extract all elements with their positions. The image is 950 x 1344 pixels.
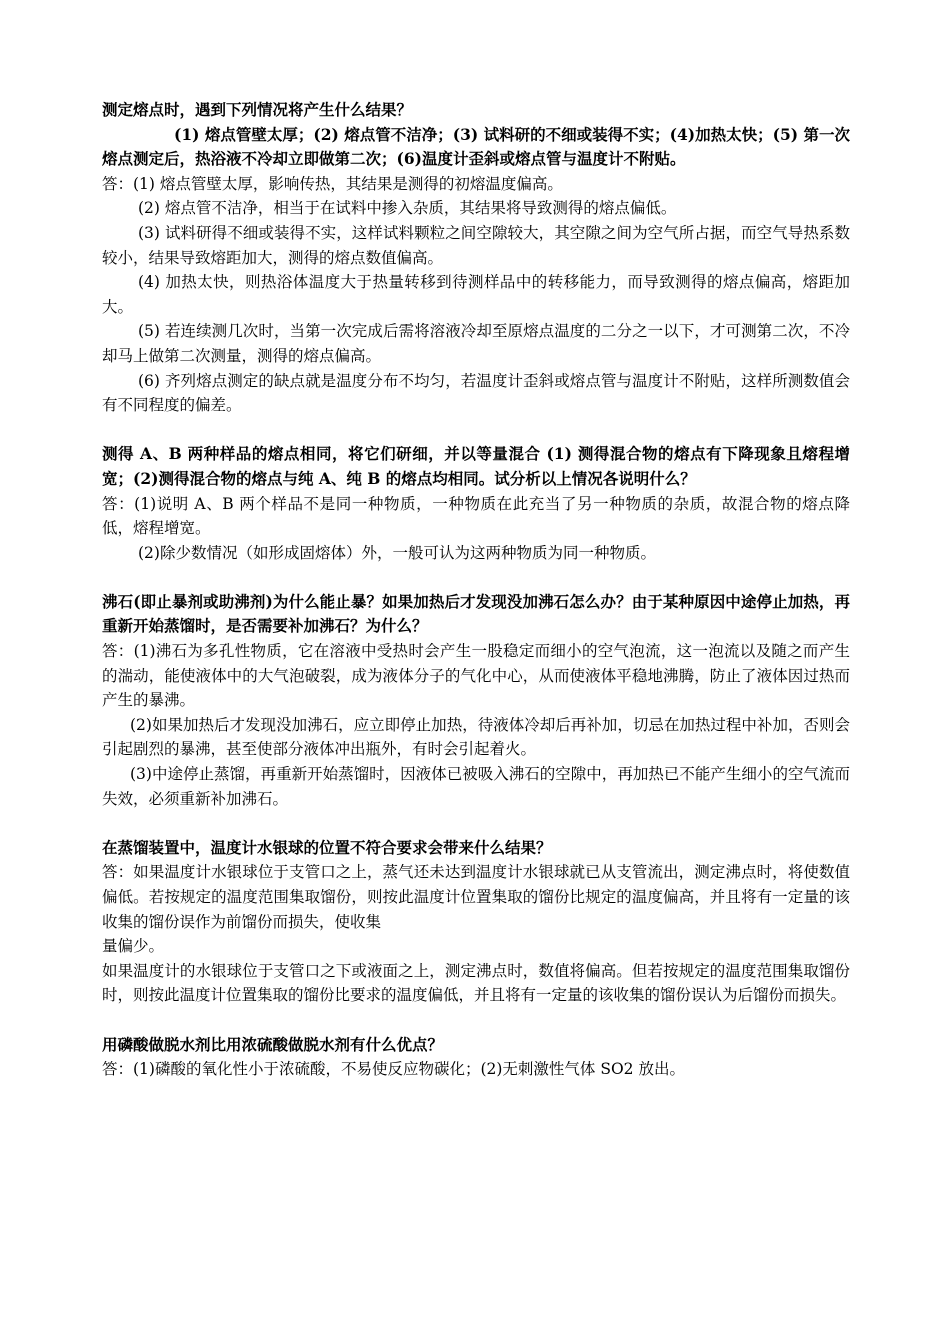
answer-1-item-5: (5) 若连续测几次时，当第一次完成后需将溶液冷却至原熔点温度的二分之一以下，才可测第二次，不冷却马上做第二次测量，测得的熔点偏高。 [102, 322, 850, 365]
answer-1-item-6: (6) 齐列熔点测定的缺点就是温度分布不均匀，若温度计歪斜或熔点管与温度计不附贴，这样所测数值会有不同程度的偏差。 [102, 371, 850, 415]
answer-4-item-1: 答：如果温度计水银球位于支管口之上，蒸气还未达到温度计水银球就已从支管流出，测定沸点时，将使数值偏低。若按规定的温度范围集取馏份，则按此温度计位置集取的馏份比规定的温度偏高，并且将有一定量的该收集的馏份误作为前馏份而损失，使收集 [102, 863, 850, 931]
answer-1-item-3: (3) 试料研得不细或装得不实，这样试料颗粒之间空隙较大，其空隙之间为空气所占据，而空气导热系数较小，结果导致熔距加大，测得的熔点数值偏高。 [102, 223, 850, 267]
answer-5-item-1: 答：(1)磷酸的氧化性小于浓硫酸，不易使反应物碳化；(2)无刺激性气体 SO2 放出。 [102, 1060, 685, 1079]
answer-4-item-2: 如果温度计的水银球位于支管口之下或液面之上，测定沸点时，数值将偏高。但若按规定的温度范围集取馏份时，则按此温度计位置集取的馏份比要求的温度偏低，并且将有一定量的该收集的馏份误认为后馏份而损失。 [102, 961, 850, 1005]
answer-2-item-1: 答：(1)说明 A、B 两个样品不是同一种物质，一种物质在此充当了另一种物质的杂质，故混合物的熔点降低，熔程增宽。 [102, 494, 850, 538]
section-gap [102, 565, 850, 590]
section-gap [102, 1008, 850, 1033]
section-gap [102, 418, 850, 443]
answer-4-item-1-cont: 量偏少。 [102, 937, 165, 956]
question-5: 用磷酸做脱水剂比用浓硫酸做脱水剂有什么优点？ [102, 1034, 444, 1054]
answer-2-item-2: (2)除少数情况（如形成固熔体）外，一般可认为这两种物质为同一种物质。 [138, 543, 656, 562]
document-page [102, 98, 850, 1082]
answer-1-item-1: 答：(1) 熔点管壁太厚，影响传热，其结果是测得的初熔温度偏高。 [102, 174, 563, 193]
answer-1-item-4: (4) 加热太快，则热浴体温度大于热量转移到待测样品中的转移能力，而导致测得的熔点偏高，熔距加大。 [102, 273, 850, 316]
answer-3-item-3: (3)中途停止蒸馏，再重新开始蒸馏时，因液体已被吸入沸石的空隙中，再加热已不能产生细小的空气流而失效，必须重新补加沸石。 [102, 765, 850, 808]
question-4: 在蒸馏装置中，温度计水银球的位置不符合要求会带来什么结果？ [102, 837, 552, 857]
section-gap [102, 811, 850, 836]
question-1: 测定熔点时，遇到下列情况将产生什么结果？ [102, 100, 413, 119]
answer-3-item-2: (2)如果加热后才发现没加沸石，应立即停止加热，待液体冷却后再补加，切忌在加热过程中补加，否则会引起剧烈的暴沸，甚至使部分液体冲出瓶外，有时会引起着火。 [102, 715, 850, 759]
question-3: 沸石(即止暴剂或助沸剂)为什么能止暴？如果加热后才发现没加沸石怎么办？由于某种原因中途停止加热，再重新开始蒸馏时，是否需要补加沸石？为什么？ [102, 591, 850, 636]
answer-3-item-1: 答：(1)沸石为多孔性物质，它在溶液中受热时会产生一股稳定而细小的空气泡流，这一泡流以及随之而产生的湍动，能使液体中的大气泡破裂，成为液体分子的气化中心，从而使液体平稳地沸腾，防止了液体因过热而产生的暴沸。 [102, 642, 850, 710]
question-2: 测得 A、B 两种样品的熔点相同，将它们研细，并以等量混合 (1) 测得混合物的熔点有下降现象且熔程增宽；(2)测得混合物的熔点与纯 A、纯 B 的熔点均相同。试分析以上情况各说明什么？ [102, 444, 850, 488]
answer-1-item-2: (2) 熔点管不洁净，相当于在试料中掺入杂质，其结果将导致测得的熔点偏低。 [138, 199, 677, 218]
question-1-conditions: (1) 熔点管壁太厚；(2) 熔点管不洁净；(3) 试料研的不细或装得不实；(4)加热太快；(5) 第一次熔点测定后，热浴液不冷却立即做第二次；(6)温度计歪斜或熔点管与温度计不附贴。 [102, 124, 850, 169]
